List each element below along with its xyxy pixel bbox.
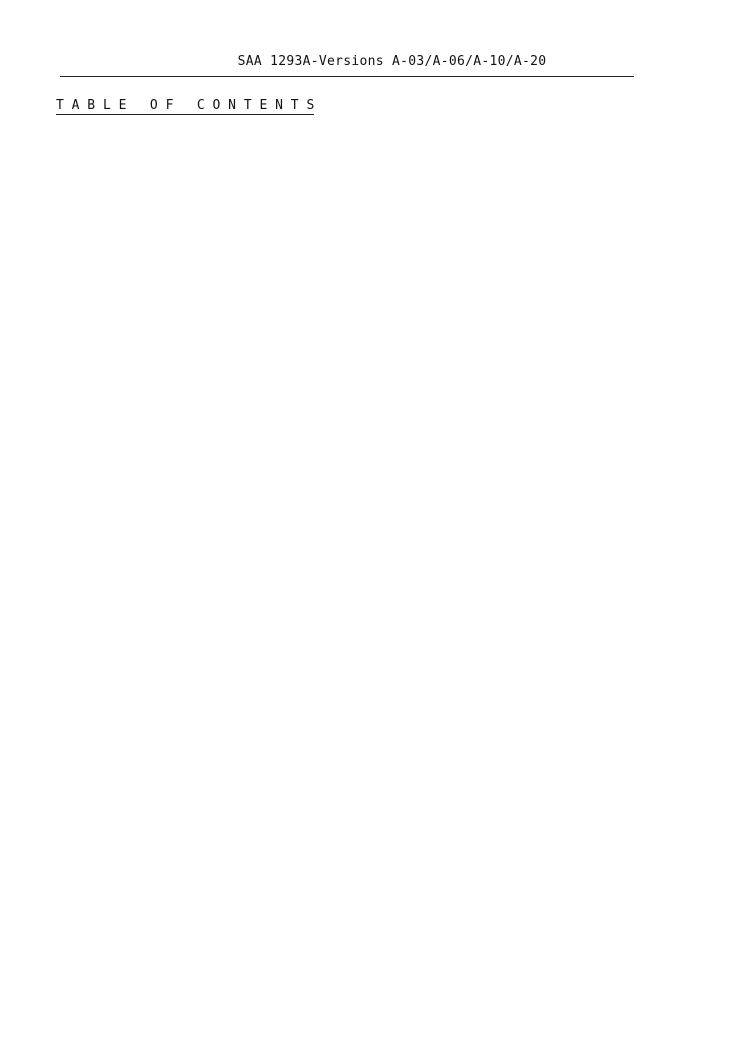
header-rule — [60, 76, 634, 77]
document-header: SAA 1293A-Versions A-03/A-06/A-10/A-20 — [237, 54, 547, 69]
toc-heading: T A B L E O F C O N T E N T S — [56, 98, 315, 113]
